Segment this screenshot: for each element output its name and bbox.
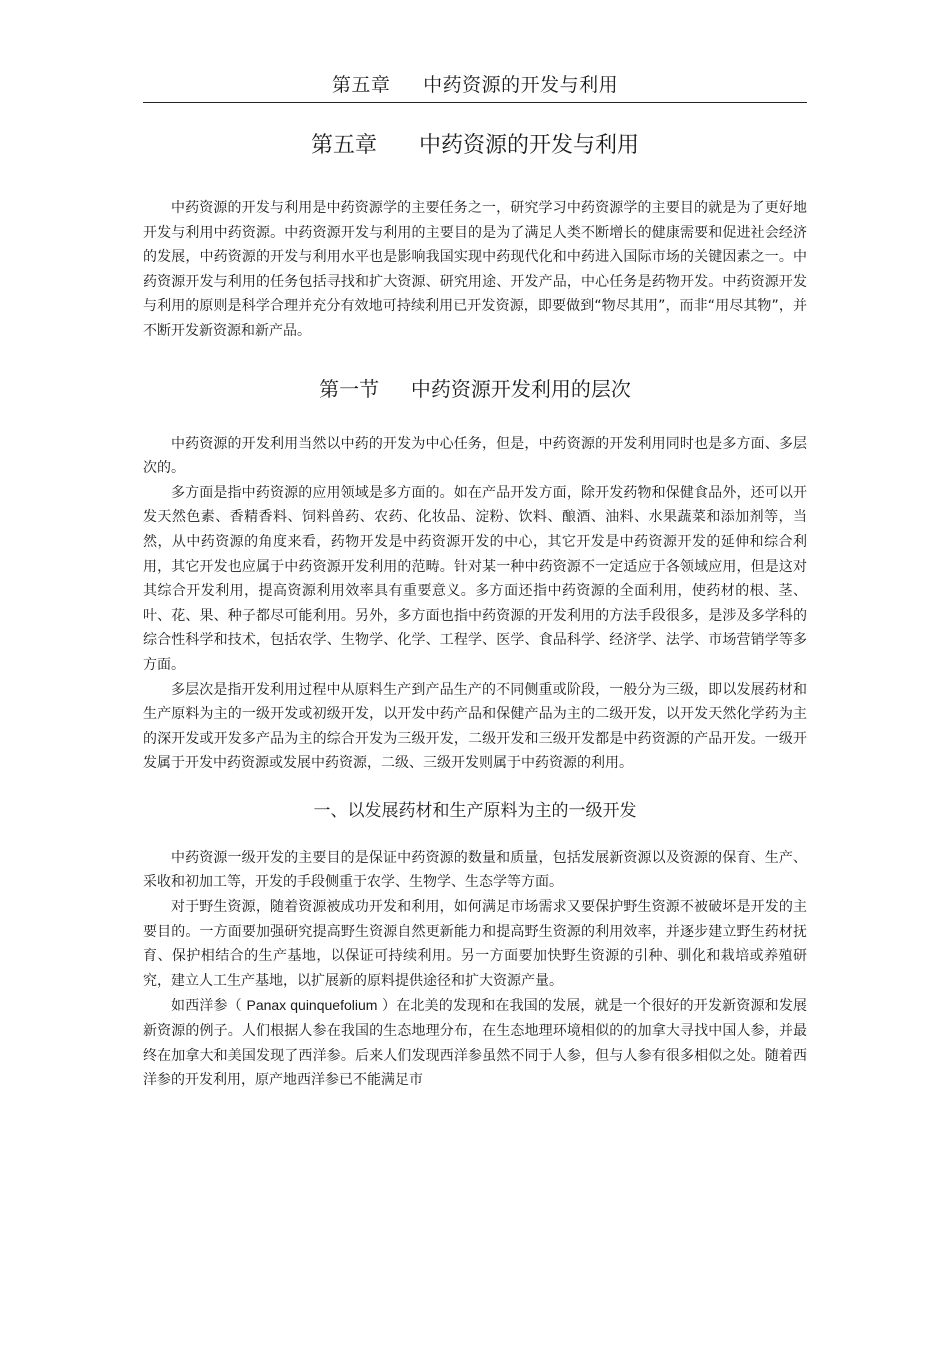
latin-species-name: Panax quinquefolium bbox=[246, 997, 378, 1014]
section-paragraph: 中药资源的开发利用当然以中药的开发为中心任务，但是，中药资源的开发利用同时也是多方面、多层次的。 bbox=[143, 435, 807, 477]
section-paragraph: 多层次是指开发利用过程中从原料生产到产品生产的不同侧重或阶段，一般分为三级，即以发展药材和生产原料为主的一级开发或初级开发，以开发中药产品和保健产品为主的二级开发，以开发天然化学药为主的深开发或开发多产品为主的综合开发为三级开发，二级开发和三级开发都是中药资源的产品开发。一级开发属于开发中药资源或发展中药资源，二级、三级开发则属于中药资源的利用。 bbox=[143, 681, 807, 772]
spacer bbox=[143, 406, 807, 432]
subsection-paragraph bbox=[143, 993, 807, 1092]
subsection-paragraph: 中药资源一级开发的主要目的是保证中药资源的数量和质量，包括发展新资源以及资源的保育、生产、采收和初加工等，开发的手段侧重于农学、生物学、生态学等方面。 bbox=[143, 849, 807, 891]
section-title: 第一节 中药资源开发利用的层次 bbox=[319, 376, 631, 401]
spacer bbox=[143, 344, 807, 372]
paragraph-text: 如西洋参（ bbox=[171, 998, 247, 1015]
spacer bbox=[143, 166, 807, 196]
subsection-title: 一、以发展药材和生产原料为主的一级开发 bbox=[313, 800, 637, 821]
paragraph-text: ）在北美的发现和在我国的发展，就是一个很好的开发新资源和发展新资源的例子。人们根据人参在我国的生态地理分布，在生态地理环境相似的的加拿大寻找中国人参，并最终在加拿大和美国发现了西洋参。后来人们发现西洋参虽然不同于人参，但与人参有很多相似之处。随着西洋参的开发利用，原产地西洋参已不能满足市 bbox=[143, 998, 808, 1089]
section-paragraph: 多方面是指中药资源的应用领域是多方面的。如在产品开发方面，除开发药物和保健食品外，还可以开发天然色素、香精香料、饲料兽药、农药、化妆品、淀粉、饮料、酿酒、油料、水果蔬菜和添加剂等，当然，从中药资源的角度来看，药物开发是中药资源开发的中心，其它开发是中药资源开发的延伸和综合利用，其它开发也应属于中药资源开发利用的范畴。针对某一种中药资源不一定适应于各领域应用，但是这对其综合开发利用，提高资源利用效率具有重要意义。多方面还指中药资源的全面利用，使药材的根、茎、叶、花、果、种子都尽可能利用。另外，多方面也指中药资源的开发利用的方法手段很多，是涉及多学科的综合性科学和技术，包括农学、生物学、化学、工程学、医学、食品科学、经济学、法学、市场营销学等多方面。 bbox=[143, 484, 807, 673]
page-content bbox=[143, 120, 807, 1093]
chapter-title: 第五章 中药资源的开发与利用 bbox=[311, 133, 639, 158]
running-header: 第五章 中药资源的开发与利用 bbox=[143, 70, 807, 103]
chapter-intro-paragraph: 中药资源的开发与利用是中药资源学的主要任务之一，研究学习中药资源学的主要目的就是为了更好地开发与利用中药资源。中药资源开发与利用的主要目的是为了满足人类不断增长的健康需要和促进社会经济的发展，中药资源的开发与利用水平也是影响我国实现中药现代化和中药进入国际市场的关键因素之一。中药资源开发与利用的任务包括寻找和扩大资源、研究用途、开发产品，中心任务是药物开发。中药资源开发与利用的原则是科学合理并充分有效地可持续利用已开发资源，即要做到“物尽其用”，而非“用尽其物”，并不断开发新资源和新产品。 bbox=[143, 200, 807, 339]
spacer bbox=[143, 826, 807, 846]
spacer bbox=[143, 776, 807, 796]
subsection-paragraph: 对于野生资源，随着资源被成功开发和利用，如何满足市场需求又要保护野生资源不被破坏是开发的主要目的。一方面要加强研究提高野生资源自然更新能力和提高野生资源的利用效率，并逐步建立野生药材抚育、保护相结合的生产基地，以保证可持续利用。另一方面要加快野生资源的引种、驯化和栽培或养殖研究，建立人工生产基地，以扩展新的原料提供途径和扩大资源产量。 bbox=[143, 899, 807, 989]
